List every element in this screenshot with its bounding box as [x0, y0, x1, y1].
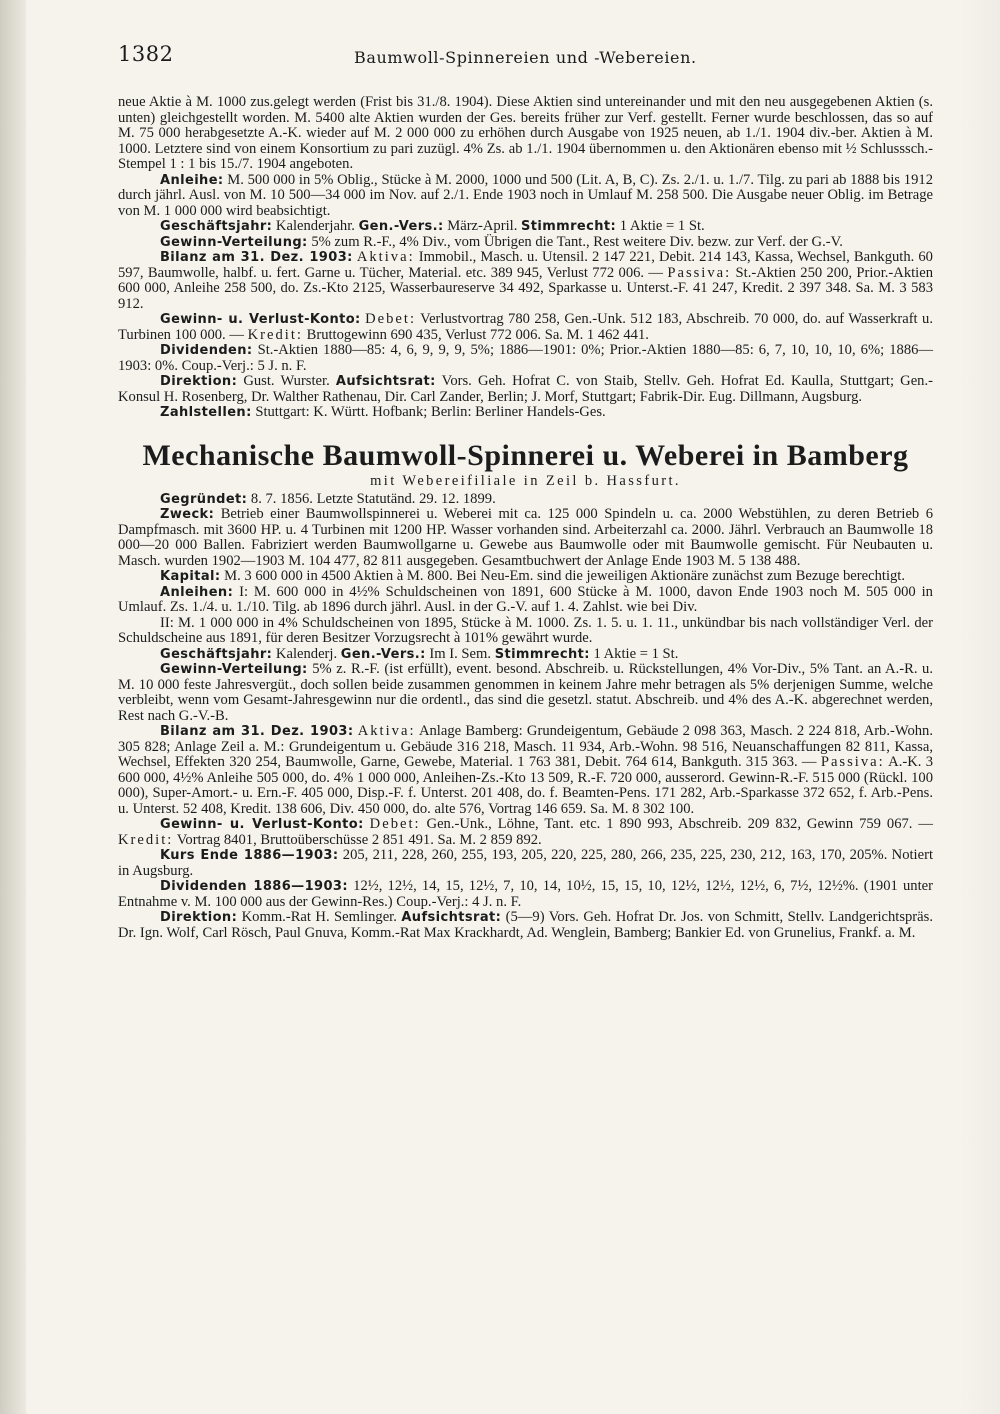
guv-debet-word: Debet:: [365, 311, 416, 327]
guv-kredit-word: Kredit:: [247, 326, 303, 343]
gewinn-verteilung-text: 5% zum R.-F., 4% Div., vom Übrigen die Tant., Rest weitere Div. bezw. zur Verf. der G.-V.: [311, 233, 843, 250]
geschaeftsjahr-text-2: Kalenderj.: [275, 645, 338, 662]
direktion-text-2: Komm.-Rat H. Semlinger.: [241, 909, 397, 925]
dividenden-label-2: Dividenden 1886—1903:: [160, 879, 348, 894]
kurs-text: 205, 211, 228, 260, 255, 193, 205, 220, 225, 280, 266, 235, 225, 230, 212, 163, 170, 205%. Notiert in Augsburg.: [118, 847, 933, 879]
intro-paragraph: neue Aktie à M. 1000 zus.gelegt werden (Frist bis 31./8. 1904). Diese Aktien sind untereinander und mit den neu ausgegebenen Aktien (s. unten) gleichgestellt worden. M. 5400 alte Aktien wurden der Ges. bereits früher zur Verf. gestellt. Ferner wurde beschlossen, das so auf M. 75 000 herabgesetzte A.-K. wieder auf M. 2 000 000 zu erhöhen durch Ausgabe von 1925 neuen, ab 1./1. 1904 div.-ber. Aktien à M. 1000. Letztere sind von einem Konsortium zu pari zuzügl. 4% Zs. ab 1./1. 1904 übernommen u. den Aktionären ebenso mit ½ Schlusssch.-Stempel 1 : 1 bis 15./7. 1904 angeboten.: [118, 94, 933, 172]
anleihen-entry-2: [118, 616, 933, 647]
geschaeftsjahr-entry-2: [118, 647, 933, 663]
bilanz-entry-2: [118, 724, 933, 817]
geschaeftsjahr-label: Geschäftsjahr:: [160, 219, 273, 234]
stimmrecht-label: Stimmrecht:: [521, 219, 617, 234]
zahlstellen-entry: [118, 405, 933, 421]
guv-kredit-text-2: Vortrag 8401, Bruttoüberschüsse 2 851 491. Sa. M. 2 859 892.: [176, 831, 542, 848]
gewinn-verteilung-entry-2: [118, 662, 933, 724]
anleihen-text-2: II: M. 1 000 000 in 4% Schuldscheinen von 1895, Stücke à M. 1000. Zs. 1. 5. u. 1. 11., unkündbar bis nach vollständiger Verl. der Schuldscheine aus 1891, für deren Besitzer Vorzugsrecht à 101% gewährt wurde.: [118, 614, 933, 646]
kapital-text: M. 3 600 000 in 4500 Aktien à M. 800. Bei Neu-Em. sind die jeweiligen Aktionäre zunächst zum Bezuge berechtigt.: [224, 568, 906, 584]
kurs-entry: [118, 848, 933, 879]
guv-kredit-text: Bruttogewinn 690 435, Verlust 772 006. Sa. M. 1 462 441.: [306, 326, 649, 343]
company-title: Mechanische Baumwoll-Spinnerei u. Weberei in Bamberg: [142, 438, 909, 472]
stimmrecht-text-2: 1 Aktie = 1 St.: [593, 645, 679, 662]
direktion-text: Gust. Wurster.: [243, 373, 330, 389]
genvers-text-2: Im I. Sem.: [429, 645, 492, 662]
zahlstellen-label: Zahlstellen:: [160, 405, 252, 420]
guv-label: Gewinn- u. Verlust-Konto:: [160, 312, 361, 327]
geschaeftsjahr-label-2: Geschäftsjahr:: [160, 646, 273, 662]
bilanz-label-2: Bilanz am 31. Dez. 1903:: [160, 724, 354, 739]
bilanz-passiva-text-2: A.-K. 3 600 000, 4½% Anleihe 505 000, do. 4% 1 000 000, Anleihen-Zs.-Kto 13 509, R.-F. 720 000, ausserord. Gewinn-R.-F. 515 000 (Rückl. 100 000), Super-Amort.- u. Ern.-F. 405 000, Disp.-F. f. Unterst. 201 408, do. f. Beamten-Pens. 171 282, Arb.-Sparkasse 372 652, f. Arb.-Pens. u. Unterst. 52 408, Kredit. 138 606, Div. 450 000, do. alte 576, Vortrag 146 659. Sa. M. 8 302 100.: [118, 754, 933, 817]
gewinn-verteilung-text-2: 5% z. R.-F. (ist erfüllt), event. besond. Abschreib. u. Rückstellungen, 4% Vor-Div., 5% Tant. an A.-R. u. M. 10 000 feste Jahresvergüt., doch sollen beide zusammen genommen in keinem Jahre mehr betragen als 5% derjenigen Summe, welche verbleibt, wenn vom Gesamt-Jahresgewinn nur die ordentl., das sind die gesetzl. statut. Abschreib. und 4% des A.-K. abgerechnet werden, Rest nach G.-V.-B.: [118, 661, 933, 724]
bilanz-aktiva-text-2: Anlage Bamberg: Grundeigentum, Gebäude 2 098 363, Masch. 2 224 818, Arb.-Wohn. 305 828; Anlage Zeil a. M.: Grundeigentum u. Gebäude 316 218, Masch. 11 934, Arb.-Wohn. 98 516, Neuanschaffungen 82 811, Kassa, Wechsel, Effekten 320 254, Baumwolle, Garne, Gewebe, Material. 1 763 381, Debit. 764 614, Bankguth. 315 363. —: [118, 723, 934, 770]
geschaeftsjahr-text: Kalenderjahr.: [275, 218, 355, 234]
page-body: [118, 95, 933, 941]
dividenden-text-2: 12½, 12½, 14, 15, 12½, 7, 10, 14, 10½, 15, 15, 10, 12½, 12½, 12½, 6, 7½, 12½%. (1901 unter Entnahme v. M. 100 000 aus der Gewinn-Res.) Coup.-Verj.: 4 J. n. F.: [118, 878, 933, 910]
zahlstellen-text: Stuttgart: K. Württ. Hofbank; Berlin: Berliner Handels-Ges.: [255, 404, 606, 420]
dividenden-label: Dividenden:: [160, 343, 253, 358]
genvers-text: März-April.: [447, 218, 518, 234]
guv-entry: [118, 312, 933, 343]
gewinn-verteilung-label-2: Gewinn-Verteilung:: [160, 662, 308, 677]
anleihe-entry: [118, 173, 933, 220]
bilanz-aktiva-word-2: Aktiva:: [357, 723, 416, 739]
kapital-label: Kapital:: [160, 569, 221, 584]
guv-entry-2: [118, 817, 933, 848]
direktion-label: Direktion:: [160, 374, 238, 389]
guv-debet-text: Verlustvortrag 780 258, Gen.-Unk. 512 183, Abschreib. 70 000, do. auf Wasserkraft u. Turbinen 100 000. —: [118, 311, 933, 343]
anleihen-label: Anleihen:: [160, 584, 234, 600]
running-head: Baumwoll-Spinnereien und -Webereien.: [354, 48, 697, 67]
gewinn-verteilung-entry: [118, 235, 933, 251]
aufsichtsrat-text: Vors. Geh. Hofrat C. von Staib, Stellv. Geh. Hofrat Ed. Kaulla, Stuttgart; Gen.-Konsul H. Rosenberg, Dr. Walther Rathenau, Dir. Carl Zander, Berlin; J. Morf, Stuttgart; Fabrik-Dir. Eug. Dillmann, Augsburg.: [118, 373, 933, 405]
bilanz-aktiva-text: Immobil., Masch. u. Utensil. 2 147 221, Debit. 214 143, Kassa, Wechsel, Bankguth. 60 597, Baumwolle, halbf. u. fert. Garne u. Tücher, Material. etc. 389 945, Verlust 772 006. —: [118, 249, 933, 281]
dividenden-entry-2: [118, 879, 933, 910]
zweck-label: Zweck:: [160, 507, 215, 522]
kurs-label: Kurs Ende 1886—1903:: [160, 848, 339, 863]
page-spine-shadow: [0, 0, 26, 1414]
stimmrecht-label-2: Stimmrecht:: [494, 646, 590, 662]
anleihe-label: Anleihe:: [160, 172, 224, 188]
dividenden-text: St.-Aktien 1880—85: 4, 6, 9, 9, 9, 5%; 1886—1901: 0%; Prior.-Aktien 1880—85: 6, 7, 10, 10, 10, 6%; 1886—1903: 0%. Coup.-Verj.: 5 J. n. F.: [118, 342, 934, 374]
direktion-entry: [118, 374, 933, 405]
geschaeftsjahr-entry: [118, 219, 933, 235]
gegruendet-entry: [118, 492, 933, 508]
page-number: 1382: [118, 42, 174, 66]
anleihen-text-1: I: M. 600 000 in 4½% Schuldscheinen von 1891, 600 Stücke à M. 1000, davon Ende 1903 noch M. 505 000 in Umlauf. Zs. 1./4. u. 1./10. Tilg. ab 1896 durch jährl. Ausl. in der G.-V. auf 1. 4. Zahlst. wie bei Div.: [118, 583, 933, 615]
guv-debet-text-2: Gen.-Unk., Löhne, Tant. etc. 1 890 993, Abschreib. 209 832, Gewinn 759 067. —: [426, 816, 933, 832]
bilanz-label: Bilanz am 31. Dez. 1903:: [160, 250, 353, 265]
bilanz-entry: [118, 250, 933, 312]
direktion-entry-2: [118, 910, 933, 941]
stimmrecht-text: 1 Aktie = 1 St.: [619, 218, 705, 234]
gewinn-verteilung-label: Gewinn-Verteilung:: [160, 234, 308, 250]
anleihen-entry-1: [118, 585, 933, 616]
genvers-label: Gen.-Vers.:: [358, 219, 444, 234]
anleihe-text: M. 500 000 in 5% Oblig., Stücke à M. 2000, 1000 und 500 (Lit. A, B, C). Zs. 2./1. u. 1./7. Tilg. zu pari ab 1888 bis 1912 durch jährl. Ausl. von M. 10 500—34 000 im Nov. auf 2./1. Ende 1903 noch in Umlauf M. 258 500. Die Ausgabe neuer Oblig. im Betrage von M. 1 000 000 wird beabsichtigt.: [118, 171, 933, 219]
gegruendet-label: Gegründet:: [160, 491, 248, 507]
kapital-entry: [118, 569, 933, 585]
bilanz-passiva-text: St.-Aktien 250 200, Prior.-Aktien 600 000, Anleihe 258 500, do. Zs.-Kto 2125, Wasserbaureserve 34 492, Sparkasse u. Unterst.-F. 41 247, Kredit. 2 397 348. Sa. M. 3 583 912.: [118, 264, 933, 312]
guv-debet-word-2: Debet:: [369, 816, 421, 832]
company-subtitle: mit Webereifiliale in Zeil b. Hassfurt.: [370, 472, 681, 489]
bilanz-passiva-word: Passiva:: [667, 264, 732, 281]
aufsichtsrat-label-2: Aufsichtsrat:: [401, 910, 502, 925]
aufsichtsrat-text-2: (5—9) Vors. Geh. Hofrat Dr. Jos. von Schmitt, Stellv. Landgerichtspräs. Dr. Ign. Wolf, Carl Rösch, Paul Gnuva, Komm.-Rat Max Krackhardt, Ad. Wenglein, Bamberg; Bankier Ed. von Grunelius, Frankf. a. M.: [118, 909, 933, 941]
dividenden-entry: [118, 343, 933, 374]
genvers-label-2: Gen.-Vers.:: [340, 646, 426, 662]
bilanz-aktiva-word: Aktiva:: [356, 249, 415, 265]
direktion-label-2: Direktion:: [160, 910, 238, 925]
zweck-text: Betrieb einer Baumwollspinnerei u. Weberei mit ca. 125 000 Spindeln u. ca. 2000 Webstühlen, zu deren Betrieb 6 Dampfmasch. mit 3600 HP. u. 4 Turbinen mit 1200 HP. Wasser vorhanden sind. Arbeiterzahl ca. 2000. Jährl. Verbrauch an Baumwolle 18 000—20 000 Ballen. Fabriziert werden Baumwollgarne u. Gewebe aus Baumwolle oder mit Baumwolle gemischt. Für Neubauten u. Masch. wurden 1902—1903 M. 104 477, 82 811 ausgegeben. Gesamtbuchwert der Anlage Ende 1903 M. 5 138 488.: [118, 506, 933, 569]
page-header: [118, 42, 933, 72]
gegruendet-text: 8. 7. 1856. Letzte Statutänd. 29. 12. 1899.: [250, 490, 496, 507]
bilanz-passiva-word-2: Passiva:: [820, 754, 885, 770]
zweck-entry: [118, 507, 933, 569]
guv-kredit-word-2: Kredit:: [118, 831, 174, 848]
guv-label-2: Gewinn- u. Verlust-Konto:: [160, 817, 364, 832]
aufsichtsrat-label: Aufsichtsrat:: [335, 374, 436, 389]
